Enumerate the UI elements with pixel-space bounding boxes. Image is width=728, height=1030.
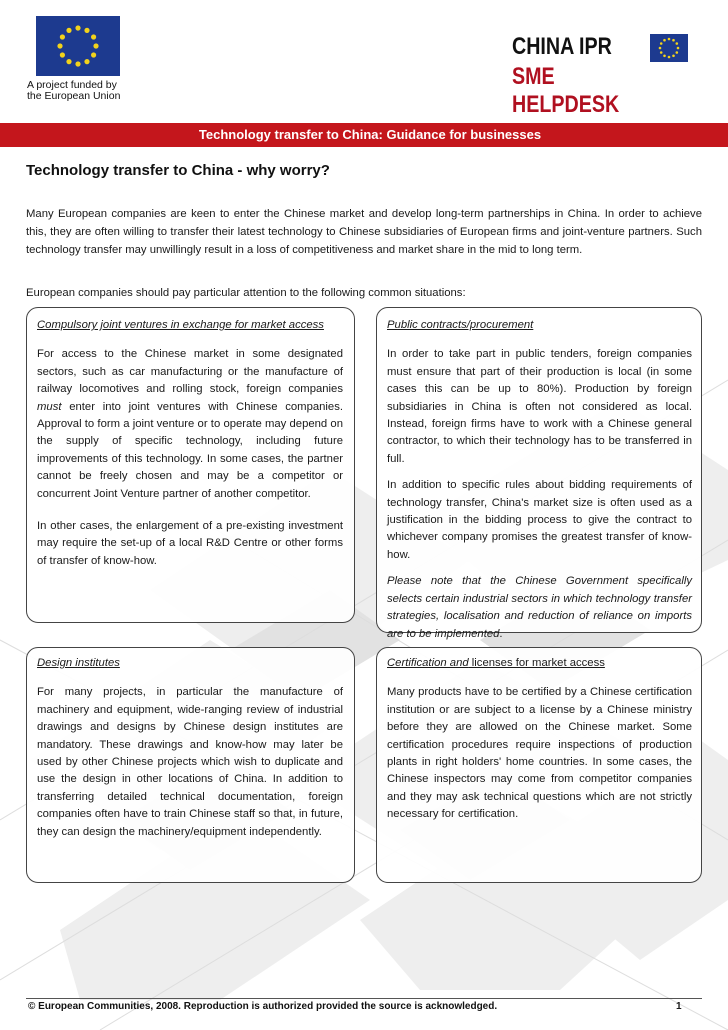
jv-text-b: enter into joint ventures with Chinese companies. Approval to form a joint venture or to operate may depend on the supply of specific technology, including future improvements of this technology. In some cases, the partner cannot be freely chosen and may be a competitor or concurrent Joint Venture partner of another competitor. (37, 400, 343, 500)
joint-ventures-heading: Compulsory joint ventures in exchange for market access (37, 319, 324, 331)
situations-box-2-right (376, 647, 702, 883)
joint-ventures-paragraph-2: In other cases, the enlargement of a pre-existing investment may require the set-up of a local R&D Centre or other forms of transfer of know-how. (37, 520, 343, 567)
document-title: Technology transfer to China: Guidance for businesses (198, 127, 542, 142)
situations-box-1 (26, 307, 355, 623)
public-procurement-paragraph-2: In addition to specific rules about bidding requirements of technology transfer, China's market size is often used as a justification in the bidding process to give the contract to whichever company promises the greatest transfer of know-how. (387, 479, 692, 561)
eu-flag-logo (36, 16, 120, 76)
logo-line-china-ipr: CHINA IPR (512, 33, 612, 60)
public-procurement-heading: Public contracts/procurement (387, 319, 534, 331)
certification-column (387, 655, 692, 833)
intro-paragraph: Many European companies are keen to enter the Chinese market and develop long-term partnerships in China. In order to achieve this, they are often willing to transfer their latest technology to Chinese subsidiaries of European firms and joint-venture partners. Such technology transfer may unwillingly result in a loss of competitiveness and market share in the mid to long term. (26, 208, 702, 257)
situations-box-1-right (376, 307, 702, 640)
situations-box-2 (26, 647, 355, 883)
lead-paragraph: European companies should pay particular attention to the following common situations: (26, 287, 466, 299)
document-title-bar (0, 123, 728, 147)
public-procurement-paragraph-3 (387, 573, 692, 643)
design-institutes-column (37, 655, 343, 850)
eu-caption (27, 80, 120, 102)
certification-paragraph: Many products have to be certified by a Chinese certification institution or are subject to a license by a Chinese ministry before they are allowed on the Chinese market. Some certification procedures require inspections of production plants in right holders' home countries. In some cases, the Chinese inspectors may come from competitor companies and they may ask technical questions which are not strictly necessary for certification. (387, 686, 692, 821)
design-institutes-heading: Design institutes (37, 657, 120, 669)
section-title: Technology transfer to China - why worry? (26, 162, 330, 179)
certification-heading (387, 655, 692, 672)
logo-line-sme-helpdesk: SME HELPDESK (512, 63, 620, 118)
page-number: 1 (676, 1001, 682, 1012)
eu-caption-line1: A project funded by (27, 79, 117, 91)
government-note-end: . (499, 627, 503, 640)
government-note: Please note that the Chinese Government specifically selects certain industrial sectors in which technology transfer strategies, localisation and reduction of reliance on imports are to be implemented (387, 575, 692, 640)
joint-ventures-paragraph-1 (37, 346, 343, 503)
certification-heading-plain: licenses for market access (468, 657, 605, 669)
jv-text-emphasis: must (37, 400, 62, 413)
eu-caption-line2: the European Union (27, 90, 121, 102)
public-procurement-paragraph-1: In order to take part in public tenders, foreign companies must ensure that part of their production is local (in some cases this can be up to 80%). Production by foreign subsidiaries in China is often not considered as local. Instead, foreign firms have to work with a Chinese general contractor, to which their technology has to be transferred in full. (387, 348, 692, 465)
jv-text-a: For access to the Chinese market in some designated sectors, such as car manufacturing or the manufacture of railway locomotives and rolling stock, foreign companies (37, 348, 343, 396)
public-procurement-column (387, 317, 692, 652)
footer-divider (26, 998, 702, 999)
certification-heading-italic: Certification and (387, 657, 469, 669)
joint-ventures-column (37, 317, 343, 579)
footer-copyright: © European Communities, 2008. Reproduction is authorized provided the source is acknowledged. (28, 1001, 498, 1012)
logo-eu-flag-icon (650, 34, 688, 62)
china-ipr-logo (504, 27, 694, 118)
design-institutes-paragraph: For many projects, in particular the manufacture of machinery and equipment, wide-ranging review of industrial drawings and designs by Chinese design institutes are mandatory. These drawings and know-how may later be used by other Chinese projects which wish to duplicate and use the design in other locations of China. In addition to transferring detailed technical documentation, foreign companies often have to train Chinese staff so that, in future, they can design the machinery/equipment independently. (37, 686, 343, 838)
